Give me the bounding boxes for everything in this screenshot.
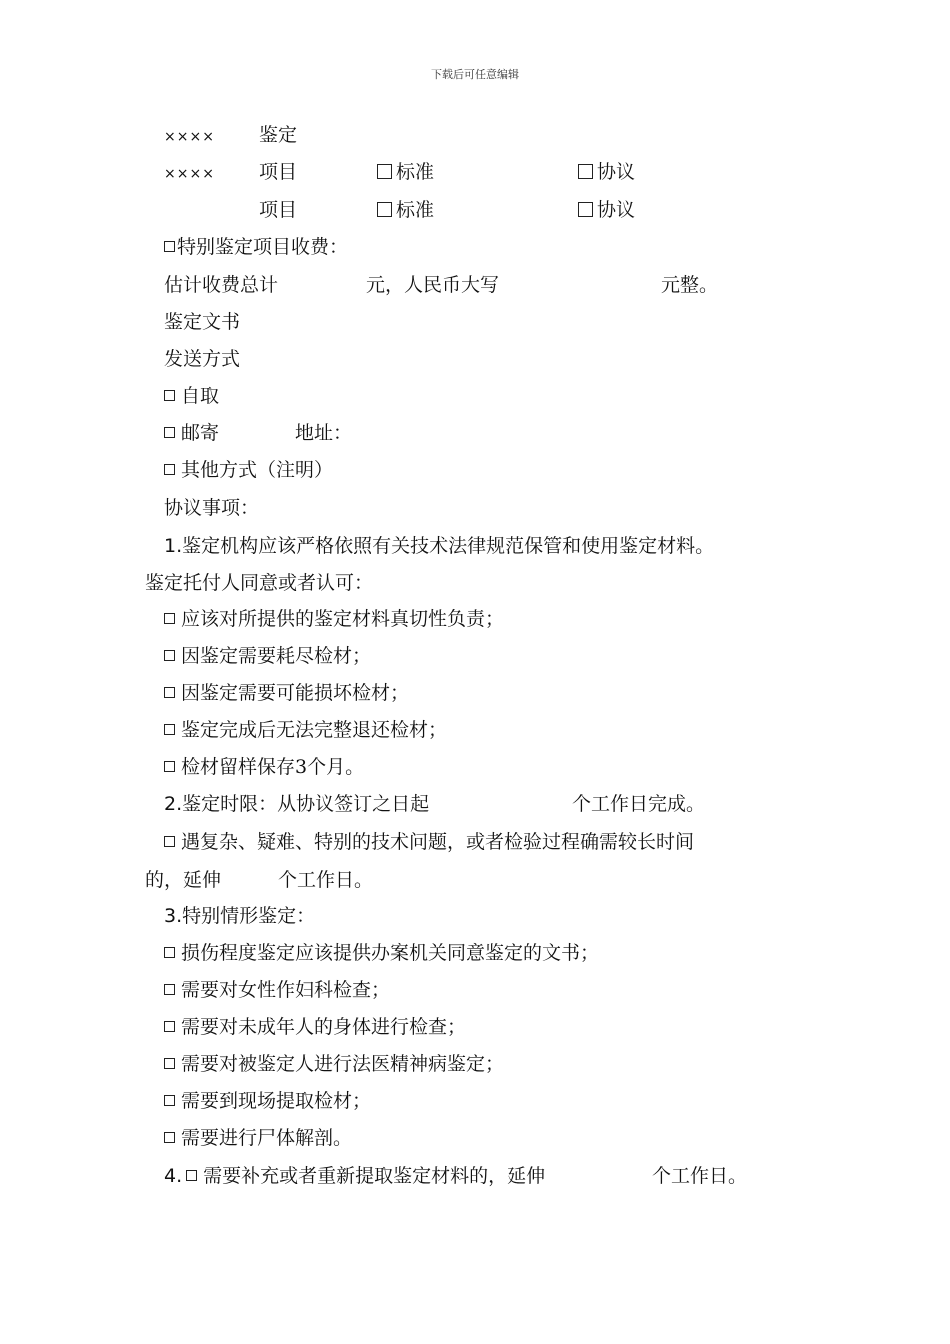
- item2-part2: 个工作日完成。: [572, 793, 706, 815]
- row3-label: 项目: [259, 199, 298, 221]
- checkbox-icon[interactable]: [164, 687, 175, 698]
- special-case-item[interactable]: 需要对未成年人的身体进行检查；: [164, 1014, 466, 1040]
- page-header: 下载后可任意编辑: [431, 68, 519, 81]
- consent-item[interactable]: 因鉴定需要可能损坏检材；: [164, 680, 409, 706]
- checkbox-icon[interactable]: [164, 1095, 175, 1106]
- agreement-title: 协议事项：: [164, 497, 260, 519]
- special-case-item[interactable]: 需要对被鉴定人进行法医精神病鉴定；: [164, 1051, 504, 1077]
- item2-part1: 2.鉴定时限：从协议签订之日起: [164, 793, 430, 815]
- checkbox-icon[interactable]: [186, 1170, 197, 1181]
- item3-line: 3.特别情形鉴定：: [164, 905, 316, 927]
- send-label: 发送方式: [164, 348, 241, 370]
- checkbox-icon[interactable]: [164, 1058, 175, 1069]
- checkbox-icon[interactable]: [164, 984, 175, 995]
- item4-part2: 个工作日。: [652, 1165, 748, 1187]
- special-case-item[interactable]: 需要对女性作妇科检查；: [164, 977, 390, 1003]
- checkbox-icon[interactable]: [578, 164, 593, 179]
- checkbox-icon[interactable]: [164, 1021, 175, 1032]
- estimate-part3: 元整。: [661, 274, 719, 296]
- complex-cont1: 的，延伸: [145, 869, 222, 891]
- checkbox-icon[interactable]: [164, 464, 175, 475]
- checkbox-icon[interactable]: [164, 836, 175, 847]
- item1-continuation: 鉴定托付人同意或者认可：: [145, 572, 374, 594]
- row2-option-agreement[interactable]: 协议: [578, 159, 635, 185]
- checkbox-icon[interactable]: [164, 427, 175, 438]
- special-fee-line[interactable]: 特别鉴定项目收费：: [164, 234, 348, 260]
- checkbox-icon[interactable]: [164, 390, 175, 401]
- address-label: 地址：: [295, 422, 353, 444]
- checkbox-icon[interactable]: [377, 202, 392, 217]
- row2-mark: ××××: [164, 166, 215, 182]
- item1-line: 1.鉴定机构应该严格依照有关技术法律规范保管和使用鉴定材料。: [164, 535, 715, 557]
- consent-item[interactable]: 因鉴定需要耗尽检材；: [164, 643, 371, 669]
- checkbox-icon[interactable]: [164, 947, 175, 958]
- row1-mark: ××××: [164, 129, 215, 145]
- checkbox-icon[interactable]: [164, 613, 175, 624]
- checkbox-icon[interactable]: [164, 724, 175, 735]
- checkbox-icon[interactable]: [164, 241, 175, 252]
- special-case-item[interactable]: 需要到现场提取检材；: [164, 1088, 371, 1114]
- send-other-option[interactable]: 其他方式（注明）: [164, 457, 333, 483]
- item4-part1[interactable]: 4. 需要补充或者重新提取鉴定材料的，延伸: [164, 1165, 546, 1187]
- special-case-item[interactable]: 损伤程度鉴定应该提供办案机关同意鉴定的文书；: [164, 940, 599, 966]
- consent-item[interactable]: 应该对所提供的鉴定材料真切性负责；: [164, 606, 504, 632]
- checkbox-icon[interactable]: [578, 202, 593, 217]
- row3-option-agreement[interactable]: 协议: [578, 197, 635, 223]
- doc-label: 鉴定文书: [164, 311, 241, 333]
- complex-cont2: 个工作日。: [278, 869, 374, 891]
- estimate-part1: 估计收费总计: [164, 274, 279, 296]
- consent-item[interactable]: 检材留样保存3个月。: [164, 754, 364, 780]
- row1-label: 鉴定: [259, 124, 298, 146]
- checkbox-icon[interactable]: [164, 650, 175, 661]
- send-mail-option[interactable]: 邮寄: [164, 420, 219, 446]
- checkbox-icon[interactable]: [164, 1132, 175, 1143]
- complex-option[interactable]: 遇复杂、疑难、特别的技术问题，或者检验过程确需较长时间: [164, 829, 694, 855]
- special-case-item[interactable]: 需要进行尸体解剖。: [164, 1125, 352, 1151]
- checkbox-icon[interactable]: [164, 761, 175, 772]
- row2-option-standard[interactable]: 标准: [377, 159, 434, 185]
- row3-option-standard[interactable]: 标准: [377, 197, 434, 223]
- estimate-part2: 元，人民币大写: [366, 274, 500, 296]
- checkbox-icon[interactable]: [377, 164, 392, 179]
- send-self-option[interactable]: 自取: [164, 383, 219, 409]
- row2-label: 项目: [259, 161, 298, 183]
- consent-item[interactable]: 鉴定完成后无法完整退还检材；: [164, 717, 447, 743]
